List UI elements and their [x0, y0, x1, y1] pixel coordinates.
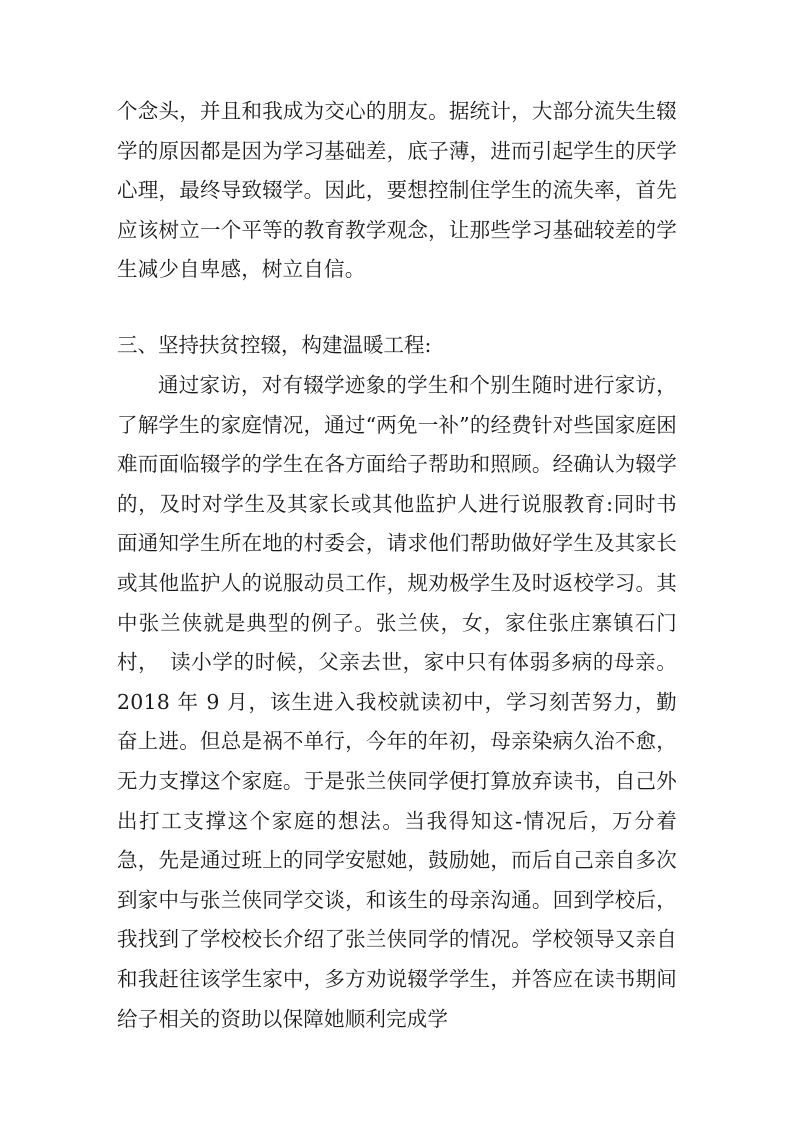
paragraph-continuation: 个念头，并且和我成为交心的朋友。据统计，大部分流失生辍学的原因都是因为学习基础差，底子薄，进而引起学生的厌学心理，最终导致辍学。因此，要想控制住学生的流失率，首先应该树立一个平等的教育教学观念，让那些学习基础较差的学生减少自卑感，树立自信。	[117, 99, 677, 282]
section-heading: 三、坚持扶贫控辍，构建温暖工程:	[117, 333, 432, 357]
paragraph-home-visits: 通过家访，对有辍学迹象的学生和个别生随时进行家访，了解学生的家庭情况，通过“两免一补”的经费针对些国家庭困难而面临辍学的学生在各方面给子帮助和照顾。经确认为辍学的，及时对学生及其家长或其他监护人进行说服教育:同时书面通知学生所在地的村委会，请求他们帮助做好学生及其家长或其他监护人的说服动员工作，规劝极学生及时返校学习。其中张兰侠就是典型的例子。张兰侠，女，家住张庄寨镇石门村， 读小学的时候，父亲去世，家中只有体弱多病的母亲。2018 年 9 月，该生进入我校就读初中，学习刻苦努力，勤奋上进。但总是祸不单行，今年的年初，母亲染病久治不愈，无力支撑这个家庭。于是张兰侠同学便打算放弃读书，自己外出打工支撑这个家庭的想法。当我得知这-情况后，万分着急，先是通过班上的同学安慰她，鼓励她，而后自己亲自多次到家中与张兰侠同学交谈，和该生的母亲沟通。回到学校后，我找到了学校校长介绍了张兰侠同学的情况。学校领导又亲自和我赶往该学生家中，多方劝说辍学学生，并答应在读书期间给子相关的资助以保障她顺利完成学	[117, 373, 677, 1031]
